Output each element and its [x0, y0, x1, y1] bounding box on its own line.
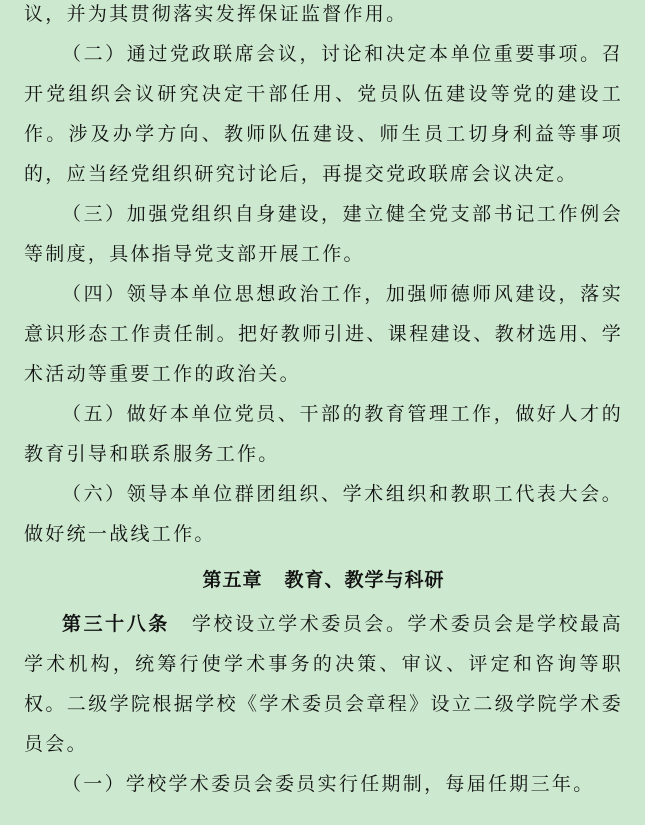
- paragraph-item-2: （二）通过党政联席会议，讨论和决定本单位重要事项。召开党组织会议研究决定干部任用、党员队伍建设等党的建设工作。涉及办学方向、教师队伍建设、师生员工切身利益等事项的，应当经党组织研究讨论后，再提交党政联席会议决定。: [24, 43, 623, 185]
- paragraph-item-5: （五）做好本单位党员、干部的教育管理工作，做好人才的教育引导和联系服务工作。: [24, 403, 623, 465]
- paragraph-item-3: （三）加强党组织自身建设，建立健全党支部书记工作例会等制度，具体指导党支部开展工作。: [24, 203, 623, 265]
- article-paragraph: [24, 604, 623, 764]
- article-text: 学校设立学术委员会。学术委员会是学校最高学术机构，统筹行使学术事务的决策、审议、评定和咨询等职权。二级学院根据学校《学术委员会章程》设立二级学院学术委员会。: [24, 613, 623, 755]
- chapter-heading: [24, 560, 623, 600]
- paragraph-sub-item-1: （一）学校学术委员会委员实行任期制，每届任期三年。: [62, 773, 595, 795]
- paragraph-item-6: （六）领导本单位群团组织、学术组织和教职工代表大会。做好统一战线工作。: [24, 483, 623, 545]
- chapter-number: 第五章: [202, 569, 263, 591]
- paragraph-item-4: （四）领导本单位思想政治工作，加强师德师风建设，落实意识形态工作责任制。把好教师引进、课程建设、教材选用、学术活动等重要工作的政治关。: [24, 283, 623, 385]
- chapter-title: 教育、教学与科研: [284, 569, 445, 591]
- article-number: 第三十八条: [62, 613, 170, 635]
- paragraph-continuation: 议，并为其贯彻落实发挥保证监督作用。: [24, 3, 408, 25]
